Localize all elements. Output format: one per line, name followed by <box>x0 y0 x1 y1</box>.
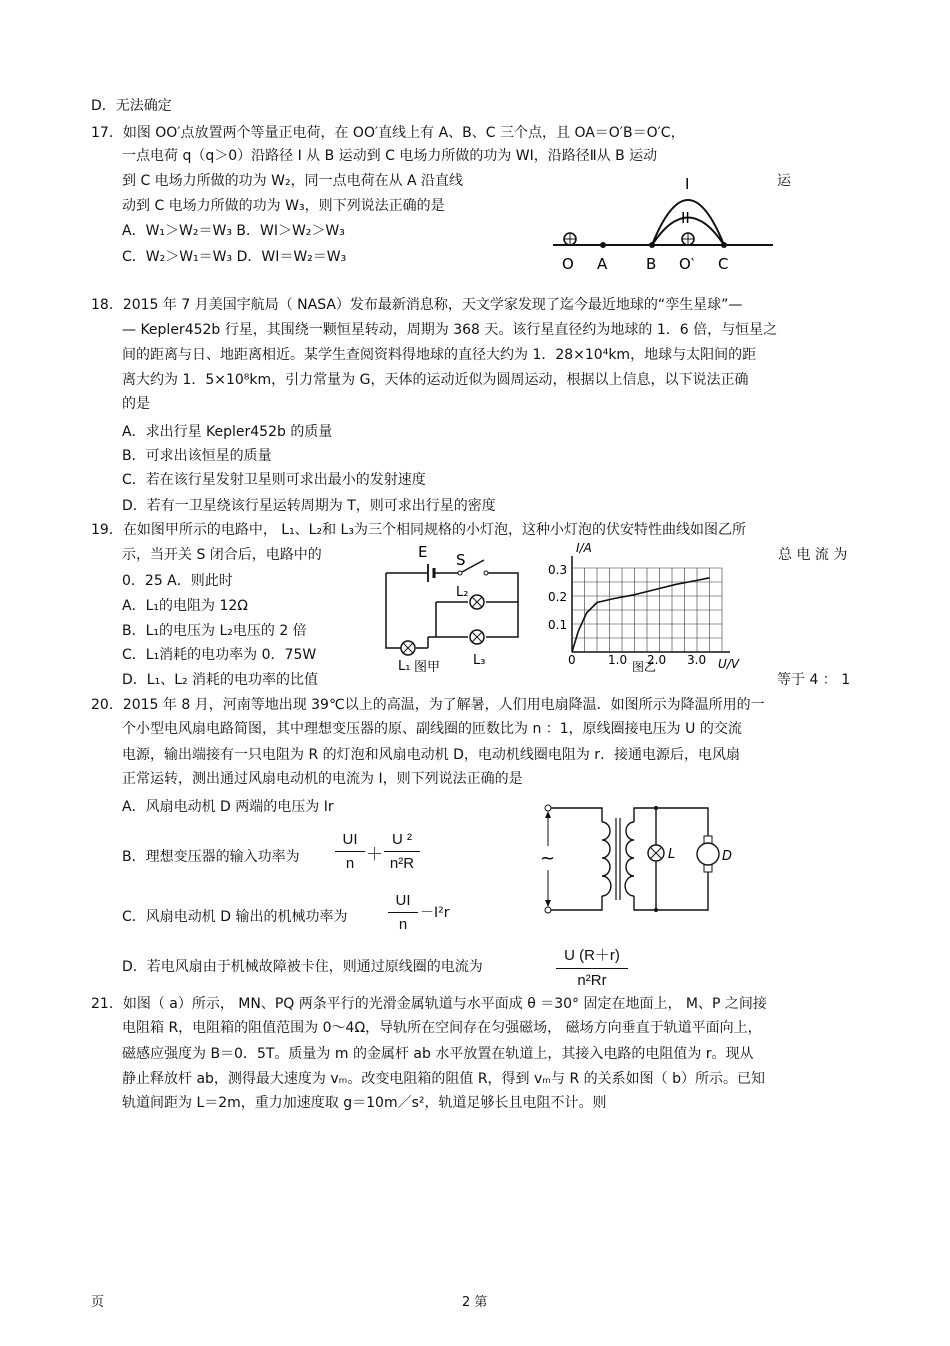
q17-line4: 动到 C 电场力所做的功为 W₃，则下列说法正确的是 <box>122 198 445 214</box>
lamp-l1-icon <box>401 641 415 655</box>
q20-b-fraction-1 <box>335 831 365 872</box>
q18-option-a: A．求出行星 Kepler452b 的质量 <box>122 424 333 440</box>
label-o-prime: O‵ <box>679 255 695 273</box>
lamp-l3-icon <box>470 630 484 644</box>
q19-line1: 19．在如图甲所示的电路中， L₁、L₂和 L₃为三个相同规格的小灯泡，这种小灯泡的伏安特性曲线如图乙所 <box>91 522 746 538</box>
q17-line3a: 到 C 电场力所做的功为 W₂，同一点电荷在从 A 沿直线 <box>122 173 464 189</box>
fraction-numerator: U (R＋r) <box>556 944 628 969</box>
label-path-2: II <box>681 209 690 227</box>
q20-d-fraction <box>556 944 628 989</box>
q21-line2: 电阻箱 R，电阻箱的阻值范围为 0～4Ω，导轨所在空间存在匀强磁场， 磁场方向垂直于轨道平面向上， <box>122 1020 762 1036</box>
y-tick-0-2: 0.2 <box>548 590 568 604</box>
q18-option-c: C．若在该行星发射卫星则可求出最小的发射速度 <box>122 472 426 488</box>
fraction-numerator: UI <box>335 831 365 852</box>
label-e: E <box>418 543 428 561</box>
q17-line3b: 运 <box>777 173 791 189</box>
iv-curve-series <box>572 578 710 652</box>
q20-c-fraction <box>388 892 418 933</box>
fraction-numerator: UI <box>388 892 418 913</box>
q17-line2: 一点电荷 q（q＞0）沿路径 I 从 B 运动到 C 电场力所做的功为 WⅠ，沿路径Ⅱ从 B 运动 <box>122 148 658 164</box>
q18-line2: — Kepler452b 行星，其围绕一颗恒星转动，周期为 368 天。该行星直径约为地球的 1．6 倍，与恒星之 <box>122 322 778 338</box>
y-tick-0-3: 0.3 <box>548 563 568 577</box>
q20-option-d: D．若电风扇由于机械故障被卡住，则通过原线圈的电流为 <box>122 959 483 975</box>
q18-option-b: B．可求出该恒星的质量 <box>122 448 272 464</box>
q20-option-c: C．风扇电动机 D 输出的机械功率为 <box>122 909 348 925</box>
q20-transformer-figure <box>536 798 738 920</box>
q19-line3: 0．25 A．则此时 <box>122 573 233 589</box>
q19-option-b: B．L₁的电压为 L₂电压的 2 倍 <box>122 623 307 639</box>
lamp-l2-icon <box>470 595 484 609</box>
x-tick-3: 3.0 <box>687 653 707 667</box>
q20-b-plus: ＋ <box>366 845 383 865</box>
fraction-denominator: n²R <box>389 855 415 872</box>
label-b: B <box>646 255 657 273</box>
fraction-denominator: n²Rr <box>577 972 607 989</box>
q19-option-c: C．L₁消耗的电功率为 0．75W <box>122 647 317 663</box>
q20-line3: 电源，输出端接有一只电阻为 R 的灯泡和风扇电动机 D，电动机线圈电阻为 r．接通电源后，电风扇 <box>122 747 741 763</box>
x-tick-1: 1.0 <box>608 653 628 667</box>
q20-option-a: A．风扇电动机 D 两端的电压为 Ir <box>122 799 334 815</box>
figure-a-caption: 图甲 <box>414 660 441 672</box>
fraction-numerator: U ² <box>384 831 420 852</box>
footer-page-number: 2 第 <box>462 1295 488 1310</box>
point-c <box>721 242 727 248</box>
q19-line2b: 总 电 流 为 <box>778 547 848 563</box>
q19-option-d-end: 等于 4 ： 1 <box>777 672 851 688</box>
q19-iv-chart <box>548 540 748 672</box>
motor-d-icon <box>697 836 719 872</box>
label-d: D <box>722 849 733 864</box>
q17-figure <box>548 165 778 277</box>
figure-b-caption: 图乙 <box>632 660 657 672</box>
q18-line1: 18．2015 年 7 月美国宇航局（ NASA）发布最新消息称，天文学家发现了迄今最近地球的“孪生星球”— <box>91 297 743 313</box>
positive-charge-o-icon <box>564 233 576 245</box>
q20-line2: 个小型电风扇电路简图，其中理想变压器的原、副线圈的匝数比为 n ：1，原线圈接电压为 U 的交流 <box>122 721 742 737</box>
q17-line1: 17．如图 OO′点放置两个等量正电荷，在 OO′直线上有 A、B、C 三个点，且 OA＝O′B＝O′C， <box>91 125 685 141</box>
q20-b-fraction-2 <box>384 831 420 872</box>
q21-line3: 磁感应强度为 B＝0．5T。质量为 m 的金属杆 ab 水平放置在轨道上，其接入电路的电阻值为 r。现从 <box>122 1046 754 1062</box>
q18-line3: 间的距离与日、地距离相近。某学生查阅资料得地球的直径大约为 1．28×10⁴km，地球与太阳间的距 <box>122 347 757 363</box>
q21-line1: 21．如图（ a）所示， MN、PQ 两条平行的光滑金属轨道与水平面成 θ ＝30° 固定在地面上， M、P 之间接 <box>91 996 767 1012</box>
secondary-coil-icon <box>625 822 634 896</box>
q20-c-tail: －I²r <box>420 905 450 921</box>
q18-line5: 的是 <box>122 396 150 412</box>
label-l3: L₃ <box>473 653 486 668</box>
label-l2: L₂ <box>456 585 469 600</box>
q21-line4: 静止释放杆 ab，测得最大速度为 vₘ。改变电阻箱的阻值 R，得到 vₘ与 R 的关系如图（ b）所示。已知 <box>122 1071 765 1087</box>
q17-option-c-d: C．W₂＞W₁＝W₃ D．WⅠ＝W₂＝W₃ <box>122 249 347 265</box>
fraction-denominator: n <box>398 916 408 933</box>
point-b <box>649 242 655 248</box>
x-tick-0: 0 <box>568 653 576 667</box>
battery-icon <box>428 564 434 582</box>
q16-option-d: D．无法确定 <box>91 98 172 114</box>
q19-option-a: A．L₁的电阻为 12Ω <box>122 598 248 614</box>
y-axis-label: I/A <box>576 541 592 555</box>
q18-line4: 离大约为 1．5×10⁸km，引力常量为 G，天体的运动近似为圆周运动，根据以上信息，以下说法正确 <box>122 372 749 388</box>
q19-option-d: D．L₁、L₂ 消耗的电功率的比值 <box>122 672 319 688</box>
ac-source-symbol: ~ <box>540 848 556 869</box>
label-c: C <box>718 255 729 273</box>
label-a: A <box>597 255 608 273</box>
q17-option-a-b: A．W₁＞W₂＝W₃ B．WⅠ＞W₂＞W₃ <box>122 223 345 239</box>
q20-line1: 20．2015 年 8 月，河南等地出现 39℃以上的高温，为了解暑，人们用电扇降温．如图所示为降温所用的一 <box>91 697 765 713</box>
label-l1: L₁ <box>398 659 411 672</box>
y-tick-0-1: 0.1 <box>548 618 568 632</box>
label-o: O <box>562 255 574 273</box>
q19-line2a: 示，当开关 S 闭合后，电路中的 <box>122 547 322 563</box>
label-s: S <box>456 551 466 569</box>
point-a <box>600 242 606 248</box>
fraction-denominator: n <box>345 855 355 872</box>
q18-option-d: D．若有一卫星绕该行星运转周期为 T，则可求出行星的密度 <box>122 498 496 514</box>
label-l: L <box>668 847 676 862</box>
positive-charge-o2-icon <box>682 233 694 245</box>
q20-line4: 正常运转，测出通过风扇电动机的电流为 I，则下列说法正确的是 <box>122 771 523 787</box>
q21-line5: 轨道间距为 L＝2m，重力加速度取 g＝10m／s²，轨道足够长且电阻不计。则 <box>122 1095 607 1111</box>
lamp-l-icon <box>648 845 664 861</box>
label-path-1: I <box>685 175 690 193</box>
x-tick-2: 2.0 <box>647 653 667 667</box>
q20-option-b: B．理想变压器的输入功率为 <box>122 849 300 865</box>
q19-circuit-figure <box>378 540 530 672</box>
footer-left: 页 <box>91 1295 105 1310</box>
primary-coil-icon <box>602 822 611 896</box>
x-axis-label: U/V <box>718 657 740 671</box>
